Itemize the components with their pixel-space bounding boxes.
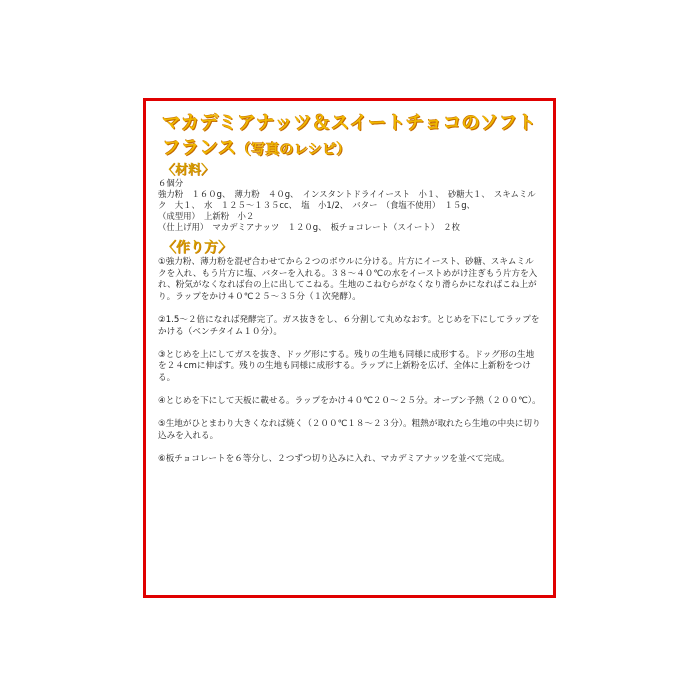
method-steps — [158, 257, 541, 466]
recipe-title — [162, 111, 541, 163]
method-step: ③とじめを上にしてガスを抜き、ドッグ形にする。残りの生地も同様に成形する。ドッグ形の生地を２４cmに伸ばす。残りの生地も同様に成形する。ラップに上新粉を広げ、全体に上新粉をつける。 — [158, 349, 535, 383]
recipe-title-main: マカデミアナッツ＆スイートチョコのソフトフランス — [162, 113, 537, 159]
method-step: ④とじめを下にして天板に載せる。ラップをかけ４０℃２０～２５分。オーブン予熱（２００℃）。 — [158, 396, 541, 407]
method-step: ⑤生地がひとまわり大きくなれば焼く（２００℃１８～２３分）。粗熱が取れたら生地の中央に切り込みを入れる。 — [158, 419, 541, 441]
ingredients-line: ６個分 — [158, 178, 184, 188]
ingredients-heading: 〈材料〉 — [162, 163, 215, 178]
ingredients-line: 強力粉 １６０g、 薄力粉 ４０g、 インスタントドライイースト 小１、 砂糖大１、 スキムミルク 大１、 水 １２５～１３５cc、 塩 小1/2、 バター （食塩不使用） １５g、 — [158, 189, 536, 210]
method-heading: 〈作り方〉 — [162, 240, 232, 256]
recipe-card — [143, 98, 556, 598]
ingredients-line: （成型用） 上新粉 小２ — [158, 211, 255, 221]
recipe-title-suffix: （写真のレシピ） — [236, 142, 351, 158]
method-step: ⑥板チョコレートを６等分し、２つずつ切り込みに入れ、マカデミアナッツを並べて完成。 — [158, 454, 510, 465]
method-step: ①強力粉、薄力粉を混ぜ合わせてから２つのボウルに分ける。片方にイースト、砂糖、スキムミルクを入れ、もう片方に塩、バターを入れる。３８～４０℃の水をイーストめがけ注ぎもう片方を入れ、粉気がなくなれば台の上に出してこねる。生地のこねむらがなくなり滑らかになればこね上がり。ラップをかけ４０℃２５～３５分（１次発酵）。 — [158, 257, 538, 302]
method-step: ②1.5～２倍になれば発酵完了。ガス抜きをし、６分割して丸めなおす。とじめを下にしてラップをかける（ベンチタイム１０分）。 — [158, 314, 540, 337]
ingredients-line: （仕上げ用） マカデミアナッツ １２０g、 板チョコレート（スイート） ２枚 — [158, 222, 461, 232]
ingredients-list — [158, 178, 541, 233]
